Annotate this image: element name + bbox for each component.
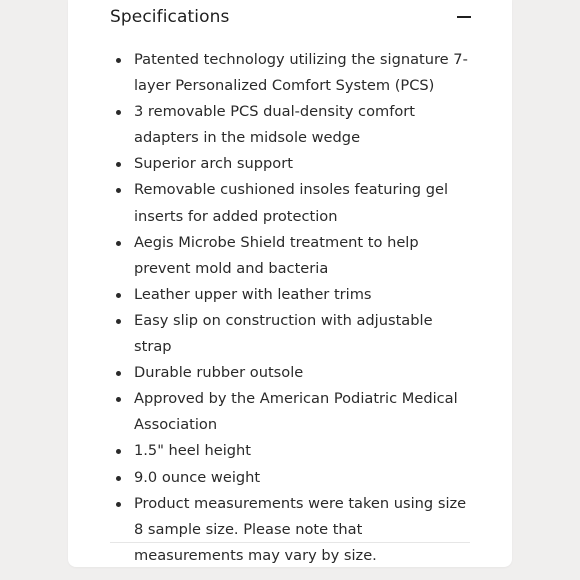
list-item: Aegis Microbe Shield treatment to help prevent mold and bacteria <box>110 230 472 282</box>
minus-icon[interactable] <box>457 10 471 24</box>
list-item: Superior arch support <box>110 151 472 177</box>
list-item: 3 removable PCS dual-density comfort adapters in the midsole wedge <box>110 99 472 151</box>
list-item: Leather upper with leather trims <box>110 282 472 308</box>
list-item: Product measurements were taken using size 8 sample size. Please note that measurements may vary by size. <box>110 491 472 569</box>
section-divider <box>110 542 470 543</box>
list-item: 9.0 ounce weight <box>110 465 472 491</box>
list-item: Durable rubber outsole <box>110 360 472 386</box>
specifications-card <box>68 0 512 567</box>
specifications-accordion-header[interactable] <box>110 4 470 30</box>
list-item: Easy slip on construction with adjustable strap <box>110 308 472 360</box>
section-title: Specifications <box>110 7 230 27</box>
list-item: Patented technology utilizing the signature 7-layer Personalized Comfort System (PCS) <box>110 47 472 99</box>
specifications-list <box>110 47 472 569</box>
list-item: Approved by the American Podiatric Medical Association <box>110 386 472 438</box>
list-item: 1.5" heel height <box>110 438 472 464</box>
list-item: Removable cushioned insoles featuring gel inserts for added protection <box>110 177 472 229</box>
